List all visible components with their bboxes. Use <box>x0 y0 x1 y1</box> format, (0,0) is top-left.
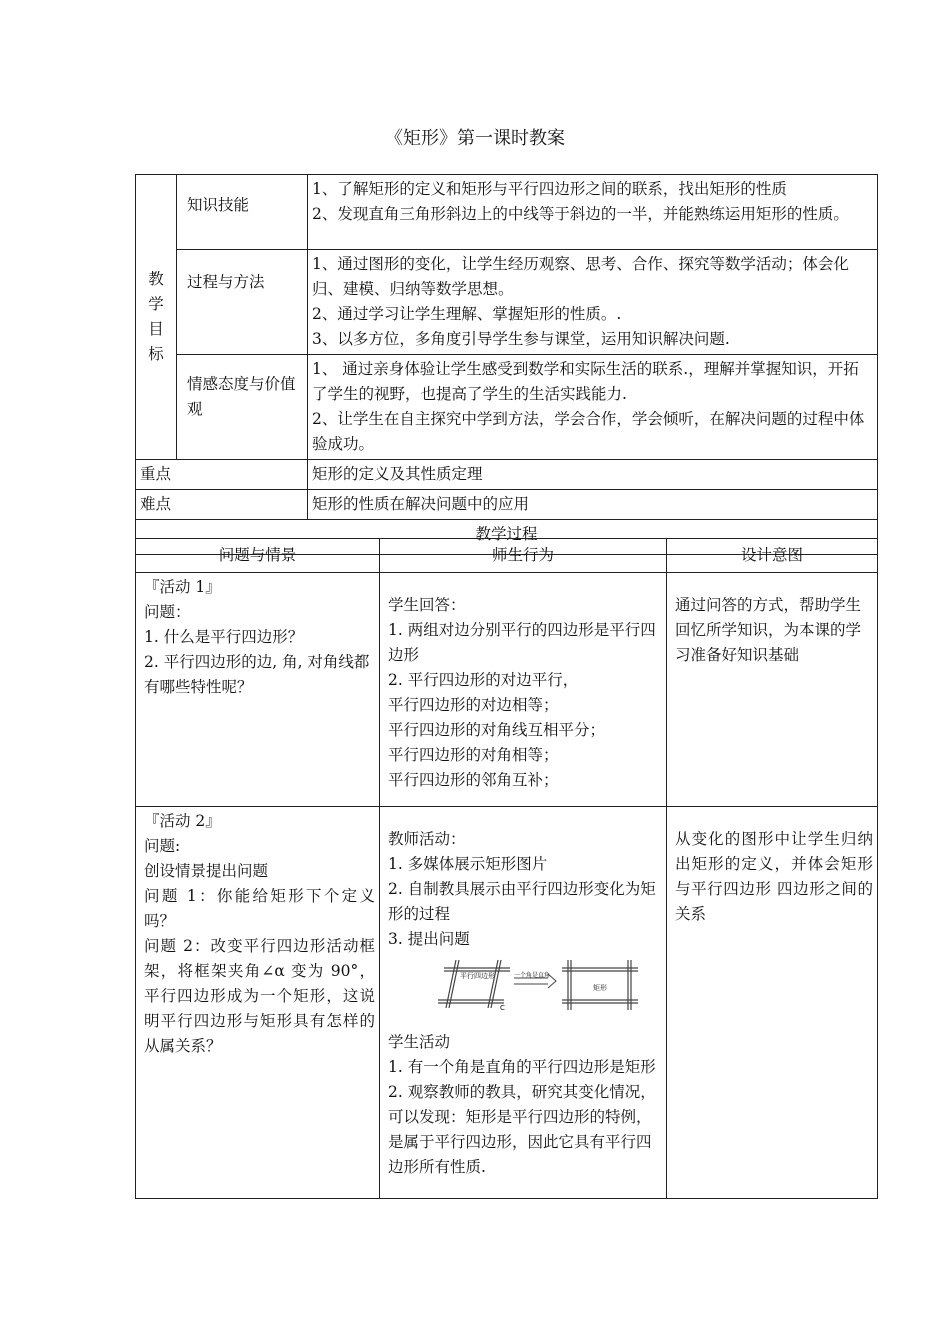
column-header-action: 师生行为 <box>380 539 667 573</box>
process-header: 教学过程 <box>136 520 878 555</box>
objective-label-knowledge: 知识技能 <box>177 175 308 250</box>
objective-content-attitude: 1、 通过亲身体验让学生感受到数学和实际生活的联系.，理解并掌握知识，开拓了学生的视野，也提高了学生的生活实践能力. 2、让学生在自主探究中学到方法，学会合作，学会倾听，在解决问题的过程中体验成功。 <box>308 355 878 460</box>
difficulty-label: 难点 <box>136 490 308 520</box>
figure-right-label: 矩形 <box>593 984 607 992</box>
activity-1-intent: 通过问答的方式，帮助学生回忆所学知识，为本课的学习准备好知识基础 <box>667 573 878 807</box>
figure-left-label: 平行四边形 <box>460 972 495 980</box>
objective-label-attitude: 情感态度与价值观 <box>177 355 308 460</box>
page-title: 《矩形》第一课时教案 <box>385 128 565 149</box>
activity-2-intent: 从变化的图形中让学生归纳出矩形的定义，并体会矩形与平行四边形 四边形之间的关系 <box>667 807 878 1199</box>
frame-transform-figure <box>388 954 662 1020</box>
objective-content-knowledge: 1、了解矩形的定义和矩形与平行四边形之间的联系，找出矩形的性质 2、发现直角三角形斜边上的中线等于斜边的一半，并能熟练运用矩形的性质。 <box>308 175 878 250</box>
activity-2-action: 教师活动： 1. 多媒体展示矩形图片 2. 自制教具展示由平行四边形变化为矩形的过程 3. 提出问题 平行四边形 一个角是直角 矩形 C 学生活动 1. 有一个角是直角的平行四边形是矩形 2. 观察教师的教具，研究其变化情况，可以发现：矩形是平行四边形的特例，是属于平行四边形，因此它具有平行四边形所有性质. <box>380 807 667 1199</box>
objectives-table <box>135 174 878 555</box>
activity-1-problem: 『活动 1』 问题： 1. 什么是平行四边形？ 2. 平行四边形的边, 角, 对角线都有哪些特性呢？ <box>136 573 380 807</box>
objective-content-process: 1、通过图形的变化，让学生经历观察、思考、合作、探究等数学活动；体会化归、建模、归纳等数学思想。 2、通过学习让学生理解、掌握矩形的性质。. 3、以多方位，多角度引导学生参与课堂，运用知识解决问题. <box>308 250 878 355</box>
objective-label-process: 过程与方法 <box>177 250 308 355</box>
parallelogram-to-rectangle-diagram <box>438 954 658 1016</box>
column-header-problem: 问题与情景 <box>136 539 380 573</box>
activity-1-action: 学生回答： 1. 两组对边分别平行的四边形是平行四边形 2. 平行四边形的对边平行， 平行四边形的对边相等； 平行四边形的对角线互相平分； 平行四边形的对角相等； 平行四边形的邻角互补； <box>380 573 667 807</box>
objectives-label: 教 学 目 标 <box>136 175 177 460</box>
figure-arrow-label: 一个角是直角 <box>514 972 551 979</box>
activity-2-problem: 『活动 2』 问题: 创设情景提出问题 问题 1：你能给矩形下个定义吗？ 问题 2：改变平行四边形活动框架，将框架夹角∠α 变为 90°， 平行四边形成为一个矩形，这说明平行四边形与矩形具有怎样的从属关系？ <box>136 807 380 1199</box>
key-point-label: 重点 <box>136 460 308 490</box>
difficulty-value: 矩形的性质在解决问题中的应用 <box>308 490 878 520</box>
process-table <box>135 538 878 1199</box>
column-header-intent: 设计意图 <box>667 539 878 573</box>
figure-corner-c: C <box>500 1004 505 1012</box>
key-point-value: 矩形的定义及其性质定理 <box>308 460 878 490</box>
